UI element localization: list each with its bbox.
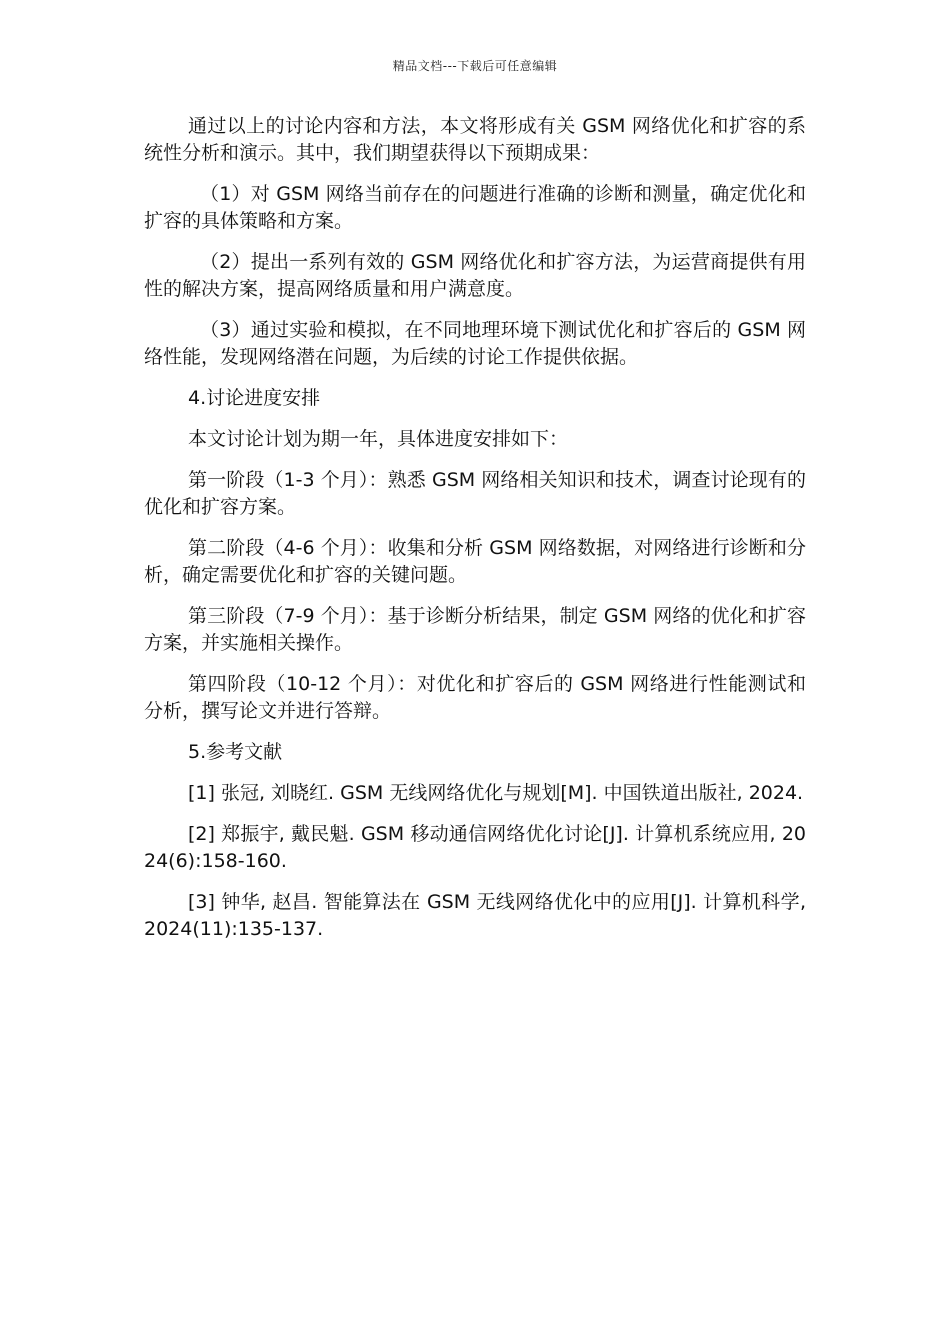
document-body (144, 113, 806, 957)
intro-paragraph: 通过以上的讨论内容和方法，本文将形成有关 GSM 网络优化和扩容的系统性分析和演示。其中，我们期望获得以下预期成果： (144, 115, 806, 164)
reference-3: [3] 钟华, 赵昌. 智能算法在 GSM 无线网络优化中的应用[J]. 计算机科学, 2024(11):135-137. (144, 891, 806, 940)
schedule-phase-3: 第三阶段（7-9 个月）：基于诊断分析结果，制定 GSM 网络的优化和扩容方案，并实施相关操作。 (144, 605, 806, 654)
expected-result-2: （2）提出一系列有效的 GSM 网络优化和扩容方法，为运营商提供有用性的解决方案，提高网络质量和用户满意度。 (144, 251, 806, 300)
expected-result-1: （1）对 GSM 网络当前存在的问题进行准确的诊断和测量，确定优化和扩容的具体策略和方案。 (144, 183, 806, 232)
page-header: 精品文档---下载后可任意编辑 (392, 59, 558, 73)
schedule-phase-2: 第二阶段（4-6 个月）：收集和分析 GSM 网络数据，对网络进行诊断和分析，确定需要优化和扩容的关键问题。 (144, 537, 806, 586)
section-heading-schedule: 4.讨论进度安排 (188, 387, 321, 409)
section-heading-references: 5.参考文献 (188, 741, 283, 763)
schedule-phase-1: 第一阶段（1-3 个月）：熟悉 GSM 网络相关知识和技术，调查讨论现有的优化和扩容方案。 (144, 469, 806, 518)
reference-2: [2] 郑振宇, 戴民魁. GSM 移动通信网络优化讨论[J]. 计算机系统应用, 2024(6):158-160. (144, 823, 806, 872)
reference-1: [1] 张冠, 刘晓红. GSM 无线网络优化与规划[M]. 中国铁道出版社, 2024. (188, 782, 804, 804)
schedule-intro: 本文讨论计划为期一年，具体进度安排如下： (188, 428, 569, 450)
schedule-phase-4: 第四阶段（10-12 个月）：对优化和扩容后的 GSM 网络进行性能测试和分析，撰写论文并进行答辩。 (144, 673, 806, 722)
expected-result-3: （3）通过实验和模拟，在不同地理环境下测试优化和扩容后的 GSM 网络性能，发现网络潜在问题，为后续的讨论工作提供依据。 (144, 319, 806, 368)
